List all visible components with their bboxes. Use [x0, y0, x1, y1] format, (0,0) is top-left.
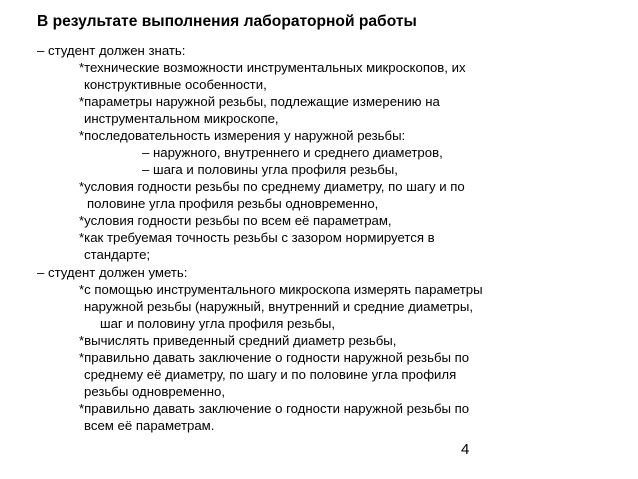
list-item: *как требуемая точность резьбы с зазором нормируется в: [79, 230, 435, 245]
list-item-continuation: наружной резьбы (наружный, внутренний и средние диаметры,: [84, 299, 473, 314]
list-item: *с помощью инструментального микроскопа измерять параметры: [79, 282, 483, 297]
sub-list-item: – шага и половины угла профиля резьбы,: [142, 162, 398, 177]
list-item: *вычислять приведенный средний диаметр резьбы,: [79, 333, 397, 348]
list-item-continuation: половине угла профиля резьбы одновременно,: [87, 196, 379, 211]
list-item-continuation: инструментальном микроскопе,: [84, 111, 279, 126]
list-item-continuation: резьбы одновременно,: [84, 384, 225, 399]
sub-list-item: – наружного, внутреннего и среднего диаметров,: [142, 145, 443, 160]
list-item-continuation: конструктивные особенности,: [84, 77, 267, 92]
list-item: *условия годности резьбы по всем её параметрам,: [79, 213, 392, 228]
slide-title: В результате выполнения лабораторной работы: [37, 13, 417, 30]
section-can-heading: – студент должен уметь:: [37, 265, 188, 280]
page-number: 4: [461, 441, 470, 458]
list-item: *последовательность измерения у наружной резьбы:: [79, 128, 406, 143]
list-item: *правильно давать заключение о годности наружной резьбы по: [79, 350, 470, 365]
list-item-continuation: среднему её диаметру, по шагу и по половине угла профиля: [84, 367, 457, 382]
list-item-continuation: стандарте;: [84, 247, 151, 262]
list-item: *технические возможности инструментальных микроскопов, их: [79, 60, 466, 75]
list-item-continuation: шаг и половину угла профиля резьбы,: [100, 316, 336, 331]
section-know-heading: – студент должен знать:: [37, 43, 186, 58]
list-item: *правильно давать заключение о годности наружной резьбы по: [79, 401, 470, 416]
list-item: *параметры наружной резьбы, подлежащие измерению на: [79, 94, 440, 109]
list-item: *условия годности резьбы по среднему диаметру, по шагу и по: [79, 179, 465, 194]
list-item-continuation: всем её параметрам.: [84, 418, 215, 433]
